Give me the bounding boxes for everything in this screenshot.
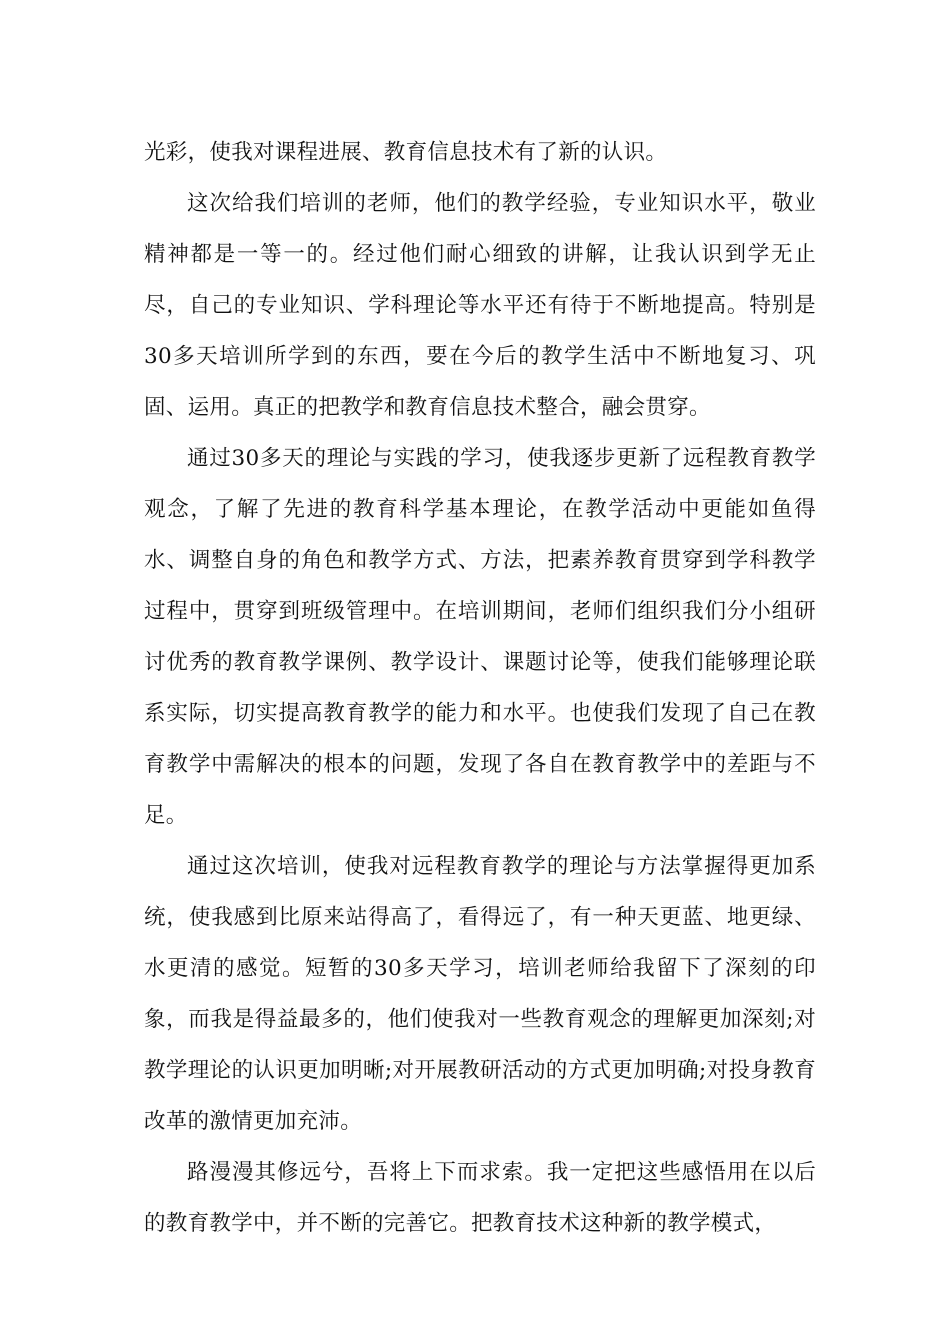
document-body — [144, 127, 816, 1249]
paragraph-continuation: 光彩，使我对课程进展、教育信息技术有了新的认识。 — [144, 140, 668, 165]
paragraph-trainers: 这次给我们培训的老师，他们的教学经验，专业知识水平，敬业精神都是一等一的。经过他们耐心细致的讲解，让我认识到学无止尽，自己的专业知识、学科理论等水平还有待于不断地提高。特别是30多天培训所学到的东西，要在今后的教学生活中不断地复习、巩固、运用。真正的把教学和教育信息技术整合，融会贯穿。 — [144, 191, 816, 420]
paragraph-resolution: 路漫漫其修远兮，吾将上下而求索。我一定把这些感悟用在以后的教育教学中，并不断的完善它。把教育技术这种新的教学模式， — [144, 1160, 816, 1236]
paragraph-learning: 通过30多天的理论与实践的学习，使我逐步更新了远程教育教学观念，了解了先进的教育科学基本理论，在教学活动中更能如鱼得水、调整自身的角色和教学方式、方法，把素养教育贯穿到学科教学过程中，贯穿到班级管理中。在培训期间，老师们组织我们分小组研讨优秀的教育教学课例、教学设计、课题讨论等，使我们能够理论联系实际，切实提高教育教学的能力和水平。也使我们发现了自己在教育教学中需解决的根本的问题，发现了各自在教育教学中的差距与不足。 — [144, 446, 816, 828]
paragraph-reflection: 通过这次培训，使我对远程教育教学的理论与方法掌握得更加系统，使我感到比原来站得高了，看得远了，有一种天更蓝、地更绿、水更清的感觉。短暂的30多天学习，培训老师给我留下了深刻的印象，而我是得益最多的，他们使我对一些教育观念的理解更加深刻;对教学理论的认识更加明晰;对开展教研活动的方式更加明确;对投身教育改革的激情更加充沛。 — [144, 854, 816, 1134]
